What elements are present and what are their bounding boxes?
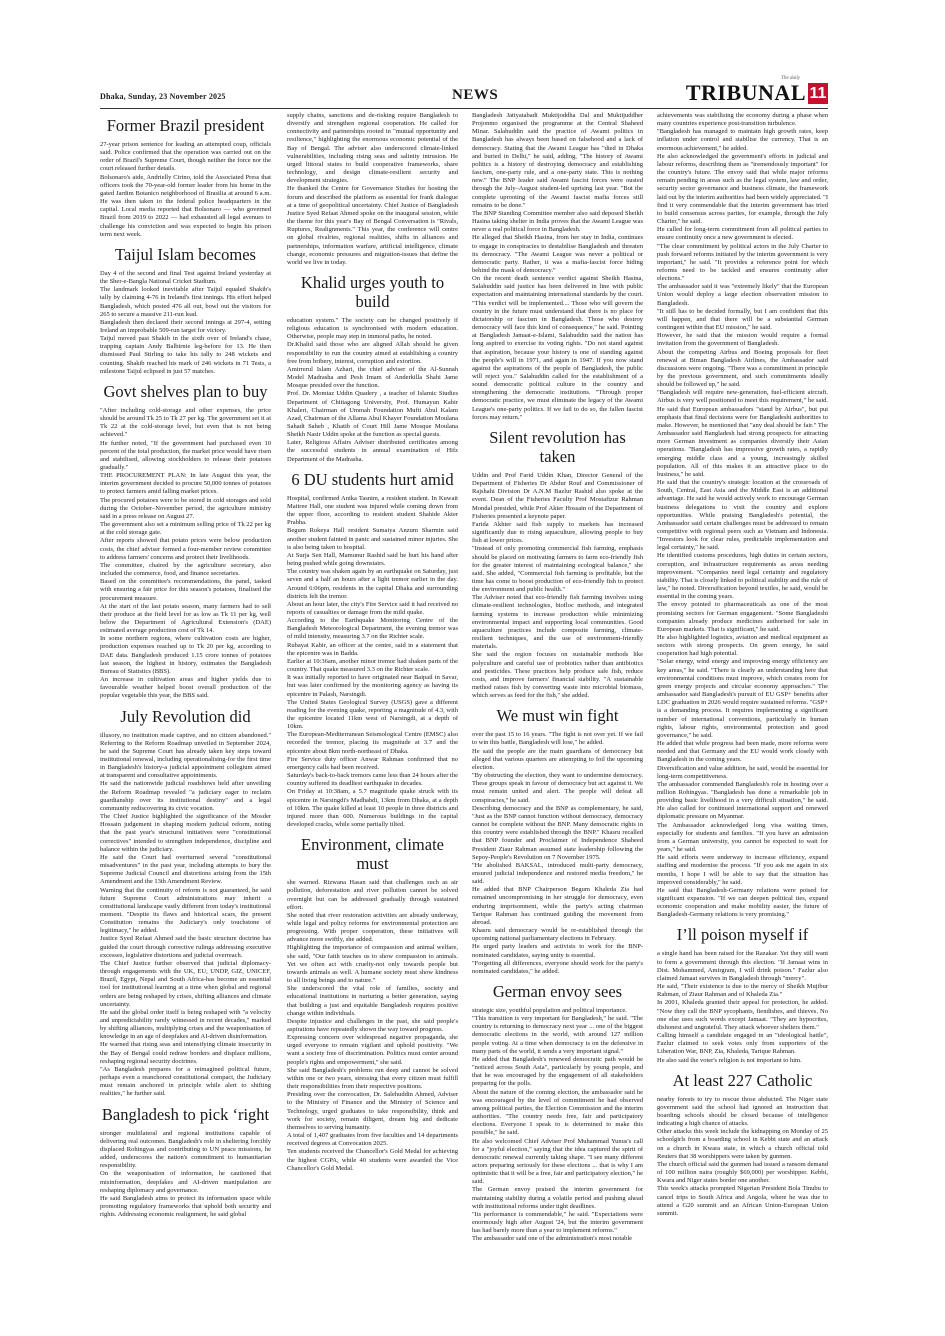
article-paragraph: nearby forests to try to rescue those abducted. The Niger state government said the school had ignored an instruction that boarding schools should be closed because of intelligence indicating a high chance of attacks. <box>657 1095 828 1128</box>
article-paragraph: The ambassador said one of the administration's most notable <box>472 1235 633 1242</box>
article-paragraph: The church official said the gunmen had issued a ransom demand of 100 million naira (roughly $69,000) per worshipper. Kebbi, Kwara and Niger states border one another. <box>657 1160 828 1185</box>
article-paragraph: Fire Service duty officer Anwar Rahman confirmed that no emergency calls had been received. <box>287 755 458 771</box>
article-paragraph: The government also set a minimum selling price of Tk 22 per kg at the cold storage gate. <box>100 521 271 537</box>
article-paragraph: The Chief Justice further observed that judicial diplomacy-through engagements with the UK, EU, UNDP, GIZ, UNICEF, Brazil, Egypt, Nepal and South Africa-has become an essential tool for institutional learning at a time when global and regional orders are being reshaped by crises, shifting alliances and climate uncertainty. <box>100 959 271 1008</box>
article-paragraph: A total of 1,407 graduates from five faculties and 14 departments received degrees at Convocation 2025. <box>287 1132 458 1148</box>
article-paragraph: It was initially reported to have originated near Baipail in Savar, but was later confirmed by the monitoring agency as having its epicentre in Palash, Narsingdi. <box>287 674 458 698</box>
article-paragraph: Justice Syed Refaat Ahmed said the basic structure doctrine has guided the court through corrective rulings addressing executive excesses, legislative distortions and judicial overreach. <box>100 935 271 959</box>
article-paragraph: Bolsonaro's aide, Andrielly Cirino, told the Associated Press that officers took the 70-year-old former leader from his home in the gated Jardim Botanico neighborhood of Brasilia at around 6 a.m. He was then taken to the federal police headquarters in the capital. Local media reported that Bolsonaro — who governed Brazil from 2019 to 2022 — had exhausted all legal avenues to challenge his conviction and was expected to begin his prison term next week. <box>100 173 271 238</box>
article <box>657 925 828 1064</box>
logo-word: TRIBUNAL <box>685 80 806 105</box>
article-paragraph: "As Bangladesh prepares for a reimagined political future, perhaps even a reanchored constitutional compact, the Judiciary must remain anchored in principle while alert to shifting realities," he further said. <box>100 1065 271 1098</box>
article-headline[interactable]: Khalid urges youth to build <box>300 272 445 311</box>
article-paragraph: Expressing concern over widespread negative propaganda, she urged everyone to remain vigilant and uphold positivity. "We want a society free of discrimination. Politics must center around people's rights and empowerment," she said. <box>287 1034 458 1066</box>
article-paragraph: He added that while progress had been made, more reforms were needed and that Germany and the EU would work closely with Bangladesh in the coming years. <box>657 740 828 764</box>
article-paragraph: At the start of the last potato season, many farmers had to sell their produce at the field level for as low as Tk 11 per kg, well below the Department of Agricultural Extension's (DAE) estimated average production cost of Tk 14. <box>100 602 271 635</box>
article-paragraph: On the weaponisation of information, he cautioned that misinformation, deepfakes and AI-driven manipulation are reshaping diplomacy and governance. <box>100 1170 271 1194</box>
article-paragraph: He said the nationwide judicial roadshows held after unveiling the Reform Roadmap revealed "a judiciary eager to reclaim guardianship over its institutional destiny" and a legal community rediscovering its civic vocation. <box>100 780 271 812</box>
article-headline[interactable]: 6 DU students hurt amid <box>291 469 454 489</box>
article-paragraph: About the nature of the coming election, the ambassador said he was encouraged by the level of commitment he had observed among political parties, the Election Commission and the interim authorities. "The country needs free, fair and participatory elections. Everyone I speak to is determined to make this possible," he said. <box>472 1088 643 1137</box>
section-title: NEWS <box>452 87 499 103</box>
article <box>100 1105 271 1220</box>
article-paragraph: He added that BNP Chairperson Begum Khaleda Zia had remained uncompromising in her struggle for democracy, even enduring imprisonment, while the party's acting chairman Tarique Rahman has continued guiding the movement from abroad. <box>472 886 643 926</box>
article-headline[interactable]: Environment, climate must <box>301 835 444 874</box>
article-paragraph: On Friday at 10:38am, a 5.7 magnitude quake struck with its epicentre in Narsingdi's Madhabdi, 13km from Dhaka, at a depth of 10km. The quake killed at least 10 people in three districts and injured more than 600. Numerous buildings in the capital developed cracks, while some partially tilted. <box>287 788 458 829</box>
article-paragraph: The ambassador said it was "extremely likely" that the European Union would deploy a large election observation mission to Bangladesh. <box>657 283 828 307</box>
article-paragraph: He said efforts were underway to increase efficiency, expand staffing and modernise the process. "If you ask me again in six months, I hope I will be able to say that the situation has improved considerably," he said. <box>657 854 828 886</box>
article-paragraph: "The clear commitment by political actors in the July Charter to push forward reforms initiated by the interim government is very important," he said. "It provides a reference point for which reforms need to be tackled and ensures continuity after elections." <box>657 242 828 283</box>
article-paragraph: over the past 15 to 16 years. "The fight is not over yet. If we fail to win this battle, Bangladesh will lose," he added. <box>472 731 643 747</box>
article-paragraph: Prof. Dr. Momtaz Uddin Quadery , a teacher of Islamic Studies Department of Chittagong University, Prof. Humayun Kabir Khaleri, Chairman of Ummah Foundation Mufti Abul Kalam Azad, Chairman of the Allama Abul Khayer Foundation Moulana Sahadt Saheb , Khatib of Court Hill Jame Mosque Moulana Sheikh Nasir Uddin spoke at the function as special guests. <box>287 390 458 439</box>
article-paragraph: The European-Mediterranean Seismological Centre (EMSC) also recorded the tremor, placing its magnitude at 3.7 and the epicentre about 8km north-northeast of Dhaka. <box>287 731 458 755</box>
article <box>100 116 271 239</box>
article-paragraph: This week's attacks prompted Nigerian President Bola Tinubu to cancel trips to South Africa and Angola, where he was due to attend a G20 summit and an African Union-European Union summit. <box>657 1185 828 1217</box>
article-paragraph: An increase in cultivation areas and higher yields due to favourable weather helped boost overall production of the popular vegetable this year, the BBS said. <box>100 676 271 700</box>
page-header <box>100 76 828 109</box>
article-paragraph: He also said the voter's religion is not important to him. <box>657 1056 802 1064</box>
article-paragraph: The Adviser noted that eco-friendly fish farming involves using climate-resilient technologies, biofloc methods, and integrated farming systems to increase production while minimizing environmental impact and supporting local communities. Good aquaculture practices include composite farming, climate-resilient techniques, and the use of environment-friendly materials. <box>472 594 643 651</box>
article-paragraph: He alleged that Sheikh Hasina, from her stay in India, continues to engage in conspiracies to destabilise Bangladesh and threaten its democracy. "The Awami League was never a political or democratic party. Rather, it was a mafia-fascist force hiding behind the mask of democracy." <box>472 234 643 274</box>
article-paragraph: The ambassador commended Bangladesh's role in hosting over a million Rohingyas. "Bangladesh has done a remarkable job in providing basic livelihood in a very difficult situation," he said. He also called for continued international support and renewed diplomatic pressure on Myanmar. <box>657 780 828 821</box>
article-paragraph: He also welcomed Chief Adviser Prof Muhammad Yunus's call for a "joyful election," saying that the idea captured the spirit of democratic renewal currently taking shape. "I see many different actors preparing seriously for these elections ... that is why I am optimistic that it will be a free, fair and participatory election," he said. <box>472 1137 643 1186</box>
article-paragraph: She noted that river restoration activities are already underway, while legal and policy reforms for environmental protection are progressing. With proper cooperation, these initiatives will advance more swiftly, she added. <box>287 911 458 944</box>
article-headline[interactable]: Taijul Islam becomes <box>115 244 256 264</box>
article-paragraph: She underscored the vital role of families, society and educational institutions in nurturing a better generation, saying that building a just and equitable Bangladesh requires positive change within individuals. <box>287 985 458 1017</box>
article-paragraph: Rubayat Kabir, an officer at the centre, said in a statement that the epicentre was in Badda. <box>287 641 458 657</box>
tribunal-logo <box>685 76 828 105</box>
article-paragraph: Warning that the continuity of reform is not guaranteed, he said future Supreme Court administrations may inherit a constitutional landscape vastly different from today's institutional moment. "Despite its flaws and historical scars, the present Constitution remains the Judiciary's only touchstone of legitimacy," he added. <box>100 886 271 935</box>
article-headline[interactable]: We must win fight <box>496 706 619 726</box>
article-paragraph: "Forgetting all differences, everyone should work for the party's nominated candidates," he added. <box>472 959 643 975</box>
article-paragraph: Describing democracy and the BNP as complementary, he said, "Just as the BNP cannot function without democracy, democracy cannot be complete without the BNP. Many democratic rights in this country were established through the BNP." Khasru recalled that BNP founder and Proclaimer of Independence Shaheed President Ziaur Rahman assumed state leadership following the Sepoy-People's Revolution on 7 November 1975. <box>472 804 643 861</box>
article <box>657 112 828 919</box>
article-paragraph: According to the Earthquake Monitoring Centre of the Bangladesh Meteorological Department, the evening tremor was of mild intensity, measuring 3.7 on the Richter scale. <box>287 617 458 641</box>
article-paragraph: He further noted, "If the government had purchased even 10 percent of the total production, the market price would have risen and stabilised, allowing stockholders to release their potatoes gradually." <box>100 439 271 471</box>
article-paragraph: Taijul moved past Shakib in the sixth over of Ireland's chase, trapping captain Andy Balbirnie leg-before for 13. He then dismissed Paul Stirling to take his tally to 248 wickets and counting. Shakib reached his mark of 246 wickets in 71 Tests, a milestone Taijul eclipsed in just 57 matches. <box>100 335 271 375</box>
article-paragraph: The German envoy praised the interim government for maintaining stability during a volatile period and pushing ahead with institutional reforms under tight deadlines. <box>472 1186 643 1210</box>
article-paragraph: He said the Court had overturned several "constitutional misadventures" in the past year, including attempts to bury the Supreme Judicial Council and distortions arising from the 15th Amendment and the 13th Amendment Review. <box>100 853 271 886</box>
article-paragraph: Farida Akhter said fish supply to markets has increased significantly due to rising aquaculture, allowing people to buy fish at lower prices. <box>472 520 643 545</box>
article-paragraph: strategic size, youthful population and political importance. <box>472 1007 627 1014</box>
article-paragraph: The procured potatoes were to be stored in cold storages and sold during the October–November period, the agriculture ministry said in a press release on August 27. <box>100 496 271 520</box>
article-headline[interactable]: At least 227 Catholic <box>672 1070 813 1090</box>
article <box>100 245 271 376</box>
article-paragraph: Khasru said democracy would be re-established through the upcoming national parliamentary elections in February. <box>472 927 643 943</box>
article-paragraph: Dr.Khalid said those who are aligned Allah should be given responsibility to run the country aimed at establishing a country free from bribery, interest, corruption and extortion. <box>287 341 458 365</box>
article-paragraph: The BNP Standing Committee member also said deposed Sheikh Hasina taking shelter in India proves that the Awami League was never a real political force in Bangladesh. <box>472 209 643 234</box>
article-headline[interactable]: Silent revolution has taken <box>489 427 626 466</box>
article-paragraph: He said that the country's strategic location at the crossroads of South, Central, East Asia and the Middle East is an additional advantage. He said he would actively work to encourage German business delegations to visit the country and explore opportunities. While praising Bangladesh's potential, the Ambassador said certain challenges must be addressed to remain competitive with regional peers such as Vietnam and Indonesia. "Investors look for clear rules, predictable implementation and legal certainty," he said. <box>657 479 828 552</box>
article <box>472 982 643 1242</box>
article <box>287 470 458 829</box>
article <box>657 1071 828 1218</box>
article-paragraph: "After including cold-storage and other expenses, the price should be around Tk 25 to Tk 27 per kg. The government set it at Tk 22 at the cold-storage level, but even that is not being achieved." <box>100 406 271 439</box>
article-paragraph: achievements was stabilising the economy during a phase when many countries experience post-transition turbulence. <box>657 112 828 128</box>
article-paragraph: After reports showed that potato prices were below production costs, the chief adviser formed a four-member review committee to address farmers' concerns and protect their livelihoods. <box>100 537 271 561</box>
article-paragraph: She said the region focuses on sustainable methods like polyculture and careful use of probiotics rather than antibiotics and pesticides. These practices help produce safe fish, reduce costs, and improve farmers' financial stability. "A sustainable method raises fish by converting waste into microbial biomass, which serves as feed for the fish," she added. <box>472 651 643 700</box>
article-paragraph: "Solar energy, wind energy and improving energy efficiency are key areas," he said. "There is clearly an understanding here that environmental conditions must improve, which creates room for green energy projects and circular economy approaches." The ambassador said Bangladesh's pursuit of EU GSP+ benefits after LDC graduation in 2026 would require sustained reforms. "GSP+ is a demanding process. It requires implementing a significant number of international conventions, particularly in human rights, labour rights, environmental protection and good governance," he said. <box>657 658 828 739</box>
article-paragraph: She said Bangladesh's problems run deep and cannot be solved within one or two years, stressing that every citizen must fulfill their responsibilities from their respective positions. <box>287 1066 458 1091</box>
article-paragraph: He thanked the Centre for Governance Studies for hosting the forum and described the platform as essential for frank dialogue at a time of geopolitical uncertainty. Chief Justice of Bangladesh Justice Syed Refaat Ahmed spoke on the inaugural session, while the theme for this year's Bay of Bengal Conversation is "Rivals, Ruptures, Realignments." This year, the conference will centre on global rivalries, regional realities, shifts in alliances and partnerships, information warfare, artificial intelligence, climate change, economic pressures and migration-issues that define the world we live in today. <box>287 185 458 266</box>
article-paragraph: He said Bangladesh aims to protect its information space while promoting regulatory frameworks that uphold both security and rights. Addressing economic realignment, he said global <box>100 1194 271 1219</box>
article <box>287 835 458 1173</box>
article-paragraph: "Bangladesh has managed to maintain high growth rates, keep inflation under control and stabilise the currency. That is an enormous achievement," he added. <box>657 128 828 152</box>
article-paragraph: "It still has to be decided formally, but I am confident that this will happen, and that there will be a substantial German contingent within that EU mission," he said. <box>657 307 828 332</box>
article-paragraph: Amirrerul Islam Azhari, the chief adviser of the Al-Sunnah Model Madrasha and Pesh Imam of Anderkilla Shahi Jame Mosque presided over the function. <box>287 365 458 390</box>
article-paragraph: Calling himself a candidate engaged in an "ideological battle", Fazlur claimed to seek votes only from supporters of the Liberation War, BNP, Zia, Khaleda, Tarique Rahman. <box>657 1032 828 1056</box>
article-paragraph: The envoy pointed to pharmaceuticals as one of the most promising sectors for German engagement. "Some Bangladeshi companies already produce medicines authorised for sale in European markets. That is significant," he said. <box>657 601 828 633</box>
article <box>472 112 643 422</box>
article-paragraph: In some northern regions, where cultivation costs are higher, production expenses reached up to Tk 20 per kg, according to DAE data. Bangladesh produced 1.15 crore tonnes of potatoes last season, the highest in history, estimates the Bangladesh Bureau of Statistics (BBS). <box>100 635 271 675</box>
article-headline[interactable]: July Revolution did <box>120 706 251 726</box>
article <box>472 706 643 976</box>
article-paragraph: Other attacks this week include the kidnapping on Monday of 25 schoolgirls from a boarding school in Kebbi state and an attack on a church in Kwara state, in which a church official told Reuters that 38 worshippers were taken by gunmen. <box>657 1128 828 1160</box>
article-headline[interactable]: German envoy sees <box>492 982 623 1001</box>
article-paragraph: About an hour later, the city's Fire Service said it had received no reports of casualties or damage from the mild quake. <box>287 600 458 616</box>
article-paragraph: Later, Religious Affairs Adviser distributed certificates among the successful students in annual examination of Hifz Department of the Madrasha. <box>287 439 458 463</box>
article-paragraph: He said, "Their existence is due to the mercy of Sheikh Mujibur Rahman, of Ziaur Rahman and of Khaleda Zia." <box>657 983 828 999</box>
article-paragraph: "He abolished BAKSAL, introduced multi-party democracy, ensured judicial independence and restored media freedom," he said. <box>472 861 643 886</box>
logo-tagline: The daily <box>781 76 800 81</box>
article-paragraph: THE PROCUREMENT PLAN: In late August this year, the interim government decided to procure 50,000 tonnes of potatoes to protect farmers amid falling market prices. <box>100 472 271 496</box>
article-paragraph: The committee, chaired by the agriculture secretary, also included the commerce, food, and finance secretaries. <box>100 561 271 578</box>
article-paragraph: At Surja Sen Hall, Mamunur Rashid said he hurt his hand after being pushed while going downstairs. <box>287 551 458 568</box>
article-paragraph: Diversification and value addition, he said, would be essential for long-term competitiveness. <box>657 764 828 780</box>
article-paragraph: Begum Rokeya Hall resident Sumaiya Anzum Sharmin said another student fainted in panic and sustained minor injuries. She is also being taken to hospital. <box>287 527 458 551</box>
article-headline[interactable]: Former Brazil president <box>106 116 265 135</box>
article-paragraph: Despite injustice and challenges in the past, she said people's aspirations have repeatedly shown the way toward progress. <box>287 1017 458 1033</box>
article <box>100 707 271 1099</box>
article <box>472 428 643 700</box>
column-4 <box>657 112 828 1242</box>
article-paragraph: Uddin and Prof Farid Uddin Khan, Director General of the Department of Fisheries Dr Abdur Rouf and Commissioner of Rajshahi Division Dr A.N.M Bazlur Rashid also spoke at the event. Dean of the Fisheries Faculty Prof Mostafizur Rahman Mondal presided, while Prof Akter Hossain of the Department of Fisheries presented a keynote paper. <box>472 471 643 520</box>
column-2 <box>287 112 458 1242</box>
article-paragraph: He warned that rising seas and intensifying climate insecurity in the Bay of Bengal could redraw borders and displace millions, reshaping regional security doctrines. <box>100 1041 271 1065</box>
column-1 <box>100 112 271 1242</box>
article-paragraph: Saturday's back-to-back tremors came less than 24 hours after the country suffered its deadliest earthquake in decades. <box>287 772 458 788</box>
article-paragraph: "Instead of only promoting commercial fish farming, emphasis should be placed on motivating farmers to farm eco-friendly fish for the greater interest of maintaining ecological balance," she said. She added, "Commercial fish farming is profitable, but the time has come to boost production of eco-friendly fish to protect the environment and public health." <box>472 545 643 594</box>
article <box>287 273 458 464</box>
article-headline[interactable]: I’ll poison myself if <box>676 925 809 945</box>
article-paragraph: illusory, no institution made captive, and no citizen abandoned." Referring to the Reform Roadmap unveiled in September 2024, he said the Supreme Court has already taken key steps toward institutional renewal, including operationalising-for the first time in Bangladesh's history-a judicial appointment collegium aimed at transparent and consultative appointments. <box>100 731 271 780</box>
article-paragraph: she warned. Rizwana Hasan said that challenges such as air pollution, deforestation and river pollution cannot be solved overnight but can be addressed gradually through sustained effort. <box>287 879 458 911</box>
article-paragraph: He also highlighted logistics, aviation and medical equipment as sectors with strong prospects. On green energy, he said cooperation had high potential. <box>657 634 828 658</box>
article-paragraph: About the competing Airbus and Boeing proposals for fleet renewal at Biman Bangladesh Airlines, the Ambassador said discussions were ongoing. "There was a commitment in principle by the previous government, and such commitments ideally should be followed up," he said. <box>657 348 828 389</box>
article-paragraph: He said the people are the main guardians of democracy but alleged that various quarters are attempting to foil the upcoming election. <box>472 747 643 771</box>
article <box>100 382 271 701</box>
article-paragraph: Presiding over the convocation, Dr. Salehuddin Ahmed, Adviser to the Ministry of Finance and the Ministry of Science and Technology, urged graduates to take responsibility, think and work for society, remain diligent, dream big and dedicate themselves to serving humanity. <box>287 1091 458 1131</box>
article-paragraph: The Ambassador acknowledged long visa waiting times, especially for students and families. "If you have an admission from a German university, you cannot be expected to wait for years," he said. <box>657 821 828 854</box>
article-paragraph: The landmark looked inevitable after Taijul equaled Shakib's tally by claiming 4-76 in Ireland's first innings. His effort helped Bangladesh, which posted 476 all out, bowl out the visitors for 265 to secure a massive 211-run lead. <box>100 286 271 318</box>
article-paragraph: The Chief Justice highlighted the significance of the Mosder Hossain judgement in shaping modern judicial reform, noting that the past year's structural initiatives were "constitutional correctives" intended to strengthen independence, discipline and balance within the judiciary. <box>100 813 271 853</box>
article-paragraph: The United States Geological Survey (USGS) gave a different reading for the evening quake, reporting a magnitude of 4.3, with the epicentre located 11km west of Narsingdi, at a depth of 10km. <box>287 698 458 731</box>
article <box>287 112 458 267</box>
article-paragraph: Hospital, confirmed Anika Tasnim, a resident student. In Kuwait Maitree Hall, one student was injured while coming down from the upper floor, according to resident student Shahide Akter Prabha. <box>287 494 458 527</box>
article-paragraph: 27-year prison sentence for leading an attempted coup, officials said. Police confirmed that the operation was carried out on the order of Brazil's Supreme Court, though neither the force nor the court released further details. <box>100 141 271 173</box>
article-paragraph: supply chains, sanctions and de-risking require Bangladesh to diversify and strengthen regional cooperation. He called for connectivity and partnerships rooted in "mutual opportunity and resilience," highlighting the enormous economic potential of the Bay of Bengal. The adviser also underscored climate-linked vulnerabilities, including rising seas and salinity intrusion. He urged littoral states to build cooperative frameworks, share technology, and design climate-resilient security and development strategies. <box>287 112 458 185</box>
article-paragraph: However, he said that the mission would require a formal invitation from the government of Bangladesh. <box>657 332 828 348</box>
article-paragraph: Based on the committee's recommendations, the panel, tasked with ensuring a fair price for this season's potatoes, finalised the procurement measure. <box>100 578 271 602</box>
article-paragraph: Earlier at 10:36am, another minor tremor had shaken parts of the country. That quake measured 3.3 on the Richter scale. <box>287 657 458 674</box>
article-paragraph: stronger multilateral and regional institutions capable of delivering real outcomes. Bangladesh's role in sheltering forcibly displaced Rohingyas and contributing to UN peace missions, he added, underscores the nation's commitment to humanitarian responsibility. <box>100 1129 271 1170</box>
article-paragraph: Bangladesh then declared their second innings at 297-4, setting Ireland an improbable 509-run target for victory. <box>100 318 271 334</box>
article-paragraph: Day 4 of the second and final Test against Ireland yesterday at the Sher-e-Bangla National Cricket Stadium. <box>100 269 271 286</box>
article-paragraph: "This transition is very important for Bangladesh," he said. "The country is returning to democracy next year ... one of the biggest democratic elections in the world, with around 127 million people voting. At a time when democracy is on the defensive in many parts of the world, it sends a very important signal." <box>472 1015 643 1055</box>
article-paragraph: He called for long-term commitment from all political parties to ensure continuity once a new government is elected. <box>657 226 828 242</box>
article-paragraph: The country was shaken again by an earthquake on Saturday, just seven and a half an hours after a light tremor earlier in the day. Around 6:06pm, residents in the capital Dhaka and surrounding districts felt the tremor. <box>287 568 458 600</box>
article-paragraph: Ten students received the Chancellor's Gold Medal for achieving the highest CGPA, while 40 students were awarded the Vice Chancellor's Gold Medal. <box>287 1148 458 1172</box>
article-paragraph: "By obstructing the election, they want to undermine democracy. These groups speak in favour of democracy but act against it. We must remain united and alert. The people will defeat all conspiracies," he said. <box>472 772 643 804</box>
article-paragraph: He said that Bangladesh-Germany relations were poised for significant expansion. "If we can deepen political ties, expand economic cooperation and make mobility easier, the future of Bangladesh-Germany relations is very promising." <box>657 886 828 919</box>
article-paragraph: In 2001, Khaleda granted their appeal for protection, he added. "Now they call the BNP sycophants, fiendishes, and thieves. No one else uses such words except Jamaat. "They are hypocrites, dishonest and ungrateful. They attack whoever shelters them." <box>657 999 828 1031</box>
article-paragraph: He also acknowledged the government's efforts in judicial and labour reforms, describing them as "tremendously important" for the country's future. The envoy said that while major reforms remain pending in areas such as the legal system, law and order, security sector governance and business climate, the framework laid out by the interim authorities had been widely appreciated. "I find it very commendable that the interim government has tried to build consensus across parties, for example, through the July Charter," he said. <box>657 152 828 226</box>
article-paragraph: Highlighting the importance of compassion and animal welfare, she said, "Our faith teaches us to show compassion to animals. Yet we often act with cruelty-not only towards people but towards animals as well. A humane society must show kindness to all living beings and to nature." <box>287 944 458 985</box>
article-paragraph: He urged party leaders and activists to work for the BNP-nominated candidates, saying unity is essential. <box>472 943 643 959</box>
article-paragraph: He added that Bangladesh's renewed democratic path would be "noticed across South Asia", particularly by young people, and that he was encouraged by the engagement of all stakeholders preparing for the polls. <box>472 1055 643 1088</box>
article-paragraph: "Bangladesh will require new-generation, fuel-efficient aircraft. Airbus is very well positioned to meet this requirement," he said. He said that European ambassadors "stand by Airbus", but put emphasis that final decisions were for Bangladeshi authorities to make. However, he mentioned that "any deal should be fair." The Ambassador said Bangladesh had strong prospects for attracting more German investment as companies diversify their Asian operations. "Bangladesh has impressive growth rates, a rapidly emerging middle class and a young, increasingly skilled population. All of this makes it an attractive place to do business," he said. <box>657 389 828 478</box>
logo-number-badge: 11 <box>809 85 827 102</box>
article-paragraph: Bangladesh Jatiyatabadi Muktijoddha Dal and Muktijuddher Projonmo organised the programme at the Central Shaheed Minar. Salahuddin said the practice of Awami politics in Bangladesh has always been based on falsehood and a lack of democracy. Stating that the Awami League has "died in Dhaka and buried in Delhi," he said, adding, "The history of Awami politics is a history of destroying democracy and establishing fascism, one-party rule, and a one-party state. This is nothing new." The BNP leader said Awami fascist forces were ousted through the July–August student-led uprising last year. "But the complete uprooting of the Awami fascist mafia forces still remains to be done." <box>472 112 643 209</box>
article-paragraph: He identified customs procedures, high duties in certain sectors, corruption, and infrastructure requirements as areas needing improvement. "Companies need legal certainty and regulatory stability. That is closely linked to political stability and the rule of law," he noted. Diversification beyond textiles, he said, would be essential in the coming years. <box>657 552 828 601</box>
article-paragraph: a single hand has been raised for the Razakar. Yet they still want to form a government through this election. "If Jamaat wins in Dist. Mohammed, Amirgram, I will drink poison." Fazlur also claimed Jamaat survives in Bangladesh through "mercy". <box>657 950 828 982</box>
article-paragraph: On the recent death sentence verdict against Sheikh Hasina, Salahuddin said justice has been delivered in line with public expectation and maintaining international standards by the court. "This verdict will be implemented.... Those who will govern the country in the future must understand that there is no place for dictatorship or fascism in Bangladesh. Those who destroy democracy will face this kind of consequence," he said. Pointing at Bangladesh Jamaat-e-Islami, Salahuddin said the nation has long aspired to exercise its voting rights. "Do not stand against that aspiration, because your history is one of standing against the people's will in 1971, and again in 1947. If you now stand against the aspirations of the people of Bangladesh, the public will reject you." Salahuddin called for the establishment of a sound democratic political culture in the country and strengthening the democratic institutions. "Through proper democratic practice, we must eliminate the legacy of the Awami League's one-party politics. If we fail to do so, the fallen fascist forces may return." <box>472 275 643 421</box>
dateline: Dhaka, Sunday, 23 November 2025 <box>100 92 226 101</box>
article-paragraph: "Its performance is commendable," he said. "Expectations were enormously high after August '24, but the interim government has had barely more than a year to implement reforms." <box>472 1210 643 1235</box>
article-headline[interactable]: Govt shelves plan to buy <box>103 381 268 401</box>
column-3 <box>472 112 643 1242</box>
article-paragraph: He said the global order itself is being reshaped with "a velocity and unpredictability rarely witnessed in recent decades," marked by shifting alliances, multiplying crises and the weaponisation of knowledge in an age of deepfakes and AI-driven disinformation. <box>100 1008 271 1041</box>
article-paragraph: education system." The society can be changed positively if religious education is synchronised with modern education. Otherwise, people may step in immoral paths, he noted. <box>287 316 458 341</box>
article-headline[interactable]: Bangladesh to pick ‘right <box>101 1104 270 1124</box>
